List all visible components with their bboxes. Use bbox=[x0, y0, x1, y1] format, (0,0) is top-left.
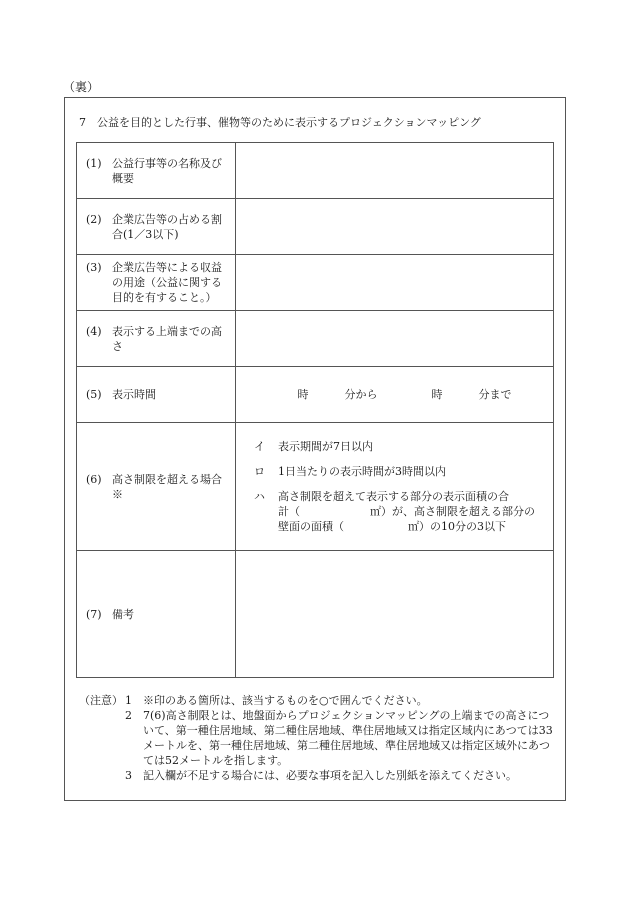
row-label bbox=[77, 367, 236, 423]
condition-text: 表示期間が7日以内 bbox=[278, 440, 373, 453]
condition-text-line2: が、高さ制限を超える部分の bbox=[392, 505, 535, 518]
note-text: 記入欄が不足する場合には、必要な事項を記入した別紙を添えてください。 bbox=[143, 769, 517, 782]
condition-i[interactable] bbox=[254, 439, 545, 454]
end-minute-unit: 分まで bbox=[478, 388, 512, 401]
display-area-label: 計（ bbox=[278, 505, 300, 518]
notes-heading: （注意） bbox=[79, 694, 123, 707]
row-label-text: 備考 bbox=[112, 607, 134, 621]
row-label-text: 高さ制限を超える場合※ bbox=[112, 472, 222, 501]
condition-mark: イ bbox=[254, 440, 265, 453]
form-row-6 bbox=[77, 423, 554, 551]
remarks-field[interactable] bbox=[236, 551, 554, 678]
row-number: (1) bbox=[86, 156, 102, 170]
row-label bbox=[77, 199, 236, 255]
revenue-use-field[interactable] bbox=[236, 255, 554, 311]
row-label bbox=[77, 143, 236, 199]
wall-area-unit: ㎡） bbox=[408, 520, 430, 533]
row-number: (6) bbox=[86, 472, 102, 486]
start-minute-unit: 分から bbox=[344, 388, 378, 401]
wall-area-label: 壁面の面積（ bbox=[278, 520, 344, 533]
condition-text-line1: 高さ制限を超えて表示する部分の表示面積の合 bbox=[278, 490, 509, 503]
form-row-4 bbox=[77, 311, 554, 367]
form-row-5 bbox=[77, 367, 554, 423]
row-label-text: 表示時間 bbox=[112, 388, 156, 401]
start-hour-unit: 時 bbox=[297, 388, 309, 401]
row-number: (3) bbox=[86, 261, 102, 274]
row-label-text: 表示する上端までの高さ bbox=[112, 324, 222, 353]
note-item bbox=[79, 768, 553, 783]
note-item bbox=[79, 708, 553, 768]
form-row-7 bbox=[77, 551, 554, 678]
row-label bbox=[77, 551, 236, 678]
note-number: 1 bbox=[125, 694, 132, 707]
row-label-text: 企業広告等による収益の用途（公益に関する目的を有すること。） bbox=[112, 261, 222, 304]
form-row-3 bbox=[77, 255, 554, 311]
name-and-overview-field[interactable] bbox=[236, 143, 554, 199]
row-label-text: 企業広告等の占める割合(1／3以下) bbox=[112, 212, 222, 241]
display-time-row bbox=[236, 387, 553, 402]
row-number: (2) bbox=[86, 212, 102, 226]
note-number: 3 bbox=[125, 769, 132, 782]
row-number: (4) bbox=[86, 324, 102, 338]
row-number: (7) bbox=[86, 607, 102, 621]
condition-ro[interactable] bbox=[254, 464, 545, 479]
row-number: (5) bbox=[86, 388, 102, 401]
condition-text-line3: の10分の3以下 bbox=[430, 520, 506, 533]
ad-ratio-field[interactable] bbox=[236, 199, 554, 255]
form-row-2 bbox=[77, 199, 554, 255]
end-hour-unit: 時 bbox=[431, 388, 443, 401]
row-label-text: 公益行事等の名称及び概要 bbox=[112, 156, 222, 185]
note-number: 2 bbox=[125, 709, 132, 722]
row-label bbox=[77, 255, 236, 311]
side-label: （裏） bbox=[63, 80, 100, 94]
condition-text: 1日当たりの表示時間が3時間以内 bbox=[278, 465, 446, 478]
row-label bbox=[77, 423, 236, 551]
condition-mark: ロ bbox=[254, 465, 265, 478]
form-row-1 bbox=[77, 143, 554, 199]
display-time-field[interactable] bbox=[236, 367, 554, 423]
height-conditions-cell bbox=[236, 423, 554, 551]
top-height-field[interactable] bbox=[236, 311, 554, 367]
note-item bbox=[79, 693, 553, 708]
row-label bbox=[77, 311, 236, 367]
condition-ha[interactable] bbox=[254, 489, 545, 534]
display-area-unit: ㎡） bbox=[370, 505, 392, 518]
condition-mark: ハ bbox=[254, 490, 265, 503]
section-title: 7 公益を目的とした行事、催物等のために表示するプロジェクションマッピング bbox=[79, 116, 481, 129]
note-text: 7(6)高さ制限とは、地盤面からプロジェクションマッピングの上端までの高さについて、第一種住居地域、第二種住居地域、準住居地域又は指定区域内にあつては33メートルを、第一種住居地域、第二種住居地域、準住居地域又は指定区域外にあつては52メートルを指します。 bbox=[143, 709, 553, 767]
form-table bbox=[76, 142, 554, 678]
note-text: ※印のある箇所は、該当するものを○で囲んでください。 bbox=[143, 694, 428, 707]
notes bbox=[79, 693, 553, 783]
